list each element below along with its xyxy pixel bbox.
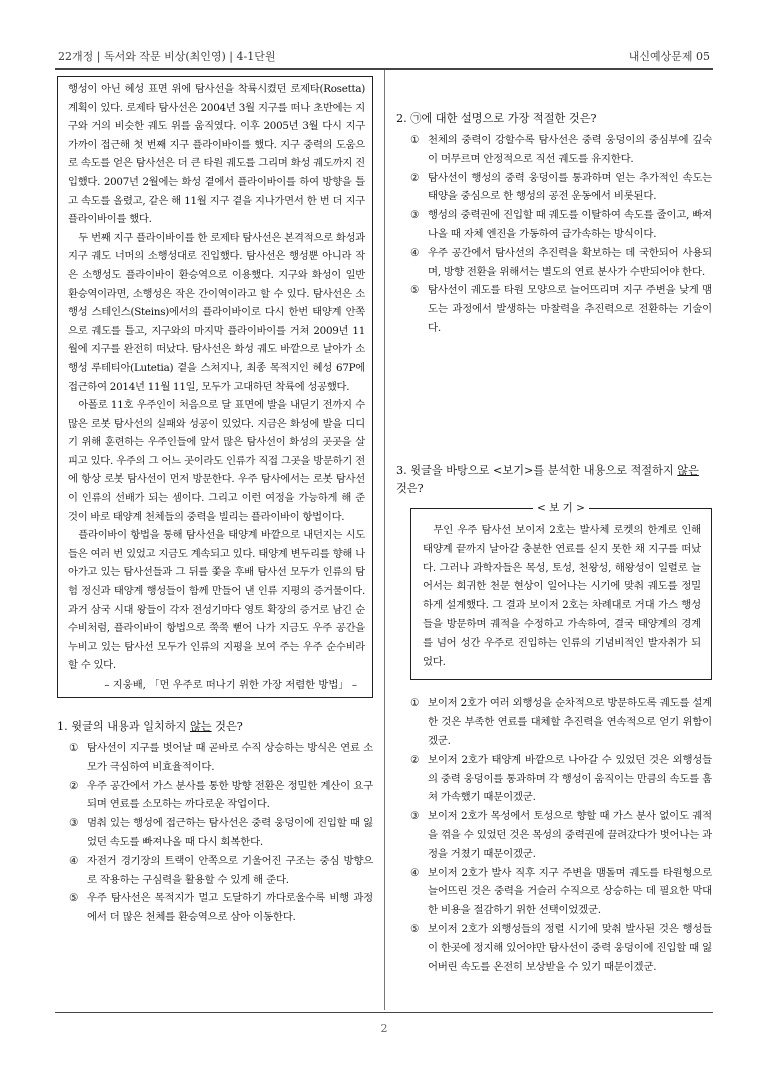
option-text: 우주 탐사선은 목적지가 멀고 도달하기 까다로울수록 비행 과정에서 더 많은 천체를 환승역으로 삼아 이동한다. bbox=[87, 892, 373, 924]
bottom-divider bbox=[55, 1012, 713, 1013]
question-1 bbox=[57, 718, 373, 927]
question-3 bbox=[396, 462, 712, 976]
option-text: 행성의 중력권에 진입할 때 궤도를 이탈하여 속도를 줄이고, 빠져나올 때 자체 엔진을 가동하여 급가속하는 방식이다. bbox=[428, 209, 712, 240]
option-text: 보이저 2호가 발사 직후 지구 주변을 맴돌며 궤도를 타원형으로 늘어뜨린 것은 중력을 거슬러 수직으로 상승하는 데 필요한 막대한 비용을 절감하기 위한 선택이었겠군. bbox=[428, 866, 712, 917]
bogi-title: < 보 기 > bbox=[533, 502, 589, 514]
option-text: 보이저 2호가 태양계 바깥으로 나아갈 수 있었던 것은 외행성들의 중력 웅덩이를 통과하며 각 행성이 움직이는 만큼의 속도를 훔쳐 가속했기 때문이겠군. bbox=[428, 753, 712, 804]
question-3-stem-text: 윗글을 바탕으로 <보기>를 분석한 내용으로 적절하지 bbox=[410, 464, 678, 477]
option-text: 보이저 2호가 여러 외행성을 순차적으로 방문하도록 궤도를 설계한 것은 부족한 연료를 대체할 추진력을 연속적으로 얻기 위함이겠군. bbox=[428, 697, 712, 747]
option-text: 탐사선이 지구를 벗어날 때 곧바로 수직 상승하는 방식은 연료 소모가 극심하여 비효율적이다. bbox=[87, 742, 373, 773]
option-text: 탐사선이 궤도를 타원 모양으로 늘어뜨리며 지구 주변을 낮게 맴도는 과정에서 발생하는 마찰력을 추진력으로 전환하는 기술이다. bbox=[428, 284, 712, 334]
question-1-stem-end: 것은? bbox=[211, 720, 243, 733]
question-3-stem bbox=[396, 462, 712, 498]
passage-paragraph-3: 아폴로 11호 우주인이 처음으로 달 표면에 발을 내딛기 전까지 수많은 로봇 탐사선의 실패와 성공이 있었다. 지금은 화성에 발을 디디기 위해 훈련하는 우주인들에 앞서 많은 탐사선이 화성의 곳곳을 살피고 있다. 우주의 그 어느 곳이라도 인류가 직접 그곳을 방문하기 전에 항상 로봇 탐사선이 먼저 방문한다. 우주 탐사에서는 로봇 탐사선이 인류의 선배가 되는 셈이다. 그리고 이런 여정을 가능하게 해 준 것이 바로 태양계 천체들의 중력을 빌리는 플라이바이 항법이다. bbox=[68, 399, 365, 523]
option-text: 탐사선이 행성의 중력 웅덩이를 통과하며 얻는 추가적인 속도는 태양을 중심으로 한 행성의 공전 운동에서 비롯된다. bbox=[428, 171, 712, 203]
option-mark: ③ bbox=[69, 817, 79, 830]
question-3-option-1[interactable] bbox=[410, 694, 712, 750]
question-1-stem-underlined: 않는 bbox=[190, 720, 212, 733]
option-mark: ① bbox=[410, 697, 420, 710]
bogi-text: 무인 우주 탐사선 보이저 2호는 발사체 로켓의 한계로 인해 태양계 끝까지 날아갈 충분한 연료를 싣지 못한 채 지구를 떠났다. 그러나 과학자들은 목성, 토성, 천왕성, 해왕성이 일렬로 늘어서는 희귀한 천문 현상이 일어나는 시기에 맞춰 궤도를 정밀하게 설계했다. 그 결과 보이저 2호는 차례대로 거대 가스 행성들을 방문하며 궤적을 수정하고 가속하여, 결국 태양계의 경계를 넘어 성간 우주로 진입하는 인류의 기념비적인 발자취가 되었다. bbox=[423, 524, 701, 668]
question-3-number: 3. bbox=[396, 464, 407, 477]
question-2-option-3[interactable] bbox=[410, 206, 712, 244]
question-3-stem-underlined: 않은 bbox=[677, 464, 699, 477]
option-mark: ③ bbox=[410, 209, 420, 222]
option-mark: ④ bbox=[410, 246, 420, 259]
question-1-option-1[interactable] bbox=[69, 739, 373, 777]
option-mark: ⑤ bbox=[410, 922, 420, 935]
question-2-option-4[interactable] bbox=[410, 244, 712, 282]
question-3-option-5[interactable] bbox=[410, 920, 712, 976]
option-mark: ② bbox=[410, 171, 420, 184]
page-number: 2 bbox=[380, 1022, 388, 1035]
option-mark: ⑤ bbox=[69, 892, 79, 905]
option-mark: ① bbox=[410, 134, 420, 146]
question-1-stem bbox=[57, 718, 373, 736]
question-2-option-2[interactable] bbox=[410, 169, 712, 207]
question-1-option-3[interactable] bbox=[69, 814, 373, 852]
option-mark: ④ bbox=[69, 854, 79, 867]
question-2-option-5[interactable] bbox=[410, 281, 712, 337]
passage-paragraph-2: 두 번째 지구 플라이바이를 한 로제타 탐사선은 본격적으로 화성과 지구 궤도 너머의 소행성대로 진입했다. 탐사선은 행성뿐 아니라 작은 소행성도 플라이바이 환승역으로 이용했다. 지구와 화성이 일반 환승역이라면, 소행성은 작은 간이역이라고 할 수 있다. 탐사선은 소행성 스테인스(Steins)에서의 플라이바이로 다시 한번 태양계 안쪽으로 궤도를 틀고, 지구와의 마지막 플라이바이를 거쳐 2009년 11월에 지구를 완전히 떠났다. 탐사선은 화성 궤도 바깥으로 날아가 소행성 루테티아(Lutetia) 곁을 스쳐지나, 최종 목적지인 혜성 67P에 접근하여 2014년 11월 11일, 모두가 고대하던 착륙에 성공했다. bbox=[68, 231, 365, 393]
question-3-stem-end: 것은? bbox=[396, 482, 424, 495]
column-divider bbox=[384, 70, 385, 1010]
option-text: 우주 공간에서 탐사선의 추진력을 확보하는 데 국한되어 사용되며, 방향 전환을 위해서는 별도의 연료 분사가 수반되어야 한다. bbox=[428, 246, 712, 278]
option-mark: ⑤ bbox=[410, 284, 420, 297]
option-mark: ① bbox=[69, 742, 79, 754]
question-2-option-1[interactable] bbox=[410, 131, 712, 169]
question-2 bbox=[396, 110, 712, 338]
question-3-option-2[interactable] bbox=[410, 751, 712, 807]
question-1-option-4[interactable] bbox=[69, 852, 373, 890]
option-mark: ② bbox=[69, 779, 79, 792]
passage-paragraph-1: 행성이 아닌 혜성 표면 위에 탐사선을 착륙시켰던 로제타(Rosetta) 계획이 있다. 로제타 탐사선은 2004년 3월 지구를 떠나 초반에는 지구와 거의 비슷한 궤도 위를 움직였다. 이후 2005년 3월 다시 지구 가까이 접근해 첫 번째 지구 플라이바이를 했다. 지구 중력의 도움으로 속도를 얻은 탐사선은 더 큰 타원 궤도를 그리며 화성 궤도까지 진입했다. 2007년 2월에는 화성 곁에서 플라이바이를 하여 방향을 틀고 속도를 올렸고, 같은 해 11월 지구 곁을 지나가면서 한 번 더 지구 플라이바이를 했다. bbox=[68, 83, 365, 226]
question-3-option-3[interactable] bbox=[410, 807, 712, 863]
option-mark: ③ bbox=[410, 810, 420, 823]
question-2-stem-text: ㉠에 대한 설명으로 가장 적절한 것은? bbox=[410, 112, 597, 125]
passage-paragraph-4: 플라이바이 항법을 통해 탐사선을 태양계 바깥으로 내던지는 시도들은 여러 번 있었고 지금도 계속되고 있다. 태양계 변두리를 향해 나아가고 있는 탐사선들과 그 뒤를 쫓을 후배 탐사선 모두가 인류의 탐험 정신과 태양계 행성들이 함께 만들어 낸 인류 지평의 증거물이다. 과거 삼국 시대 왕들이 각자 전성기마다 영토 확장의 증거로 남긴 순수비처럼, 플라이바이 항법으로 쭉쭉 뻗어 나가 지금도 우주 공간을 누비고 있는 탐사선 모두가 인류의 지평을 보여 주는 우주 순수비라 할 수 있다. bbox=[68, 529, 365, 672]
reading-passage bbox=[57, 76, 373, 698]
option-text: 멈춰 있는 행성에 접근하는 탐사선은 중력 웅덩이에 진입할 때 잃었던 속도를 빠져나올 때 다시 회복한다. bbox=[87, 817, 373, 848]
option-text: 보이저 2호가 목성에서 토성으로 향할 때 가스 분사 없이도 궤적을 꺾을 수 있었던 것은 목성의 중력권에 끌려갔다가 벗어나는 과정을 거쳤기 때문이겠군. bbox=[428, 810, 712, 860]
header-course-info: 22개정 | 독서와 작문 비상(최인영) | 4-1단원 bbox=[58, 50, 276, 63]
passage-source: – 지웅배, 「먼 우주로 떠나기 위한 가장 저렴한 방법」 – bbox=[104, 679, 357, 691]
question-2-number: 2. bbox=[396, 112, 407, 125]
option-text: 우주 공간에서 가스 분사를 통한 방향 전환은 정밀한 계산이 요구되며 연료를 소모하는 까다로운 작업이다. bbox=[87, 779, 373, 811]
option-text: 보이저 2호가 외행성들의 정렬 시기에 맞춰 발사된 것은 행성들이 한곳에 정지해 있어야만 탐사선이 중력 웅덩이에 진입할 때 잃어버린 속도를 온전히 보상받을 수 있기 때문이겠군. bbox=[428, 922, 712, 973]
option-text: 천체의 중력이 강할수록 탐사선은 중력 웅덩이의 중심부에 깊숙이 머무르며 안정적으로 직선 궤도를 유지한다. bbox=[428, 134, 712, 165]
option-text: 자전거 경기장의 트랙이 안쪽으로 기울어진 구조는 중심 방향으로 작용하는 구심력을 활용할 수 있게 해 준다. bbox=[87, 854, 373, 886]
question-2-stem bbox=[396, 110, 712, 128]
header-exam-title: 내신예상문제 05 bbox=[628, 50, 710, 63]
option-mark: ② bbox=[410, 753, 420, 766]
question-1-option-5[interactable] bbox=[69, 889, 373, 927]
option-mark: ④ bbox=[410, 866, 420, 879]
question-3-option-4[interactable] bbox=[410, 864, 712, 920]
question-1-number: 1. bbox=[57, 720, 68, 733]
bogi-box bbox=[410, 502, 712, 680]
question-1-stem-text: 윗글의 내용과 일치하지 bbox=[71, 720, 190, 733]
question-1-option-2[interactable] bbox=[69, 777, 373, 815]
